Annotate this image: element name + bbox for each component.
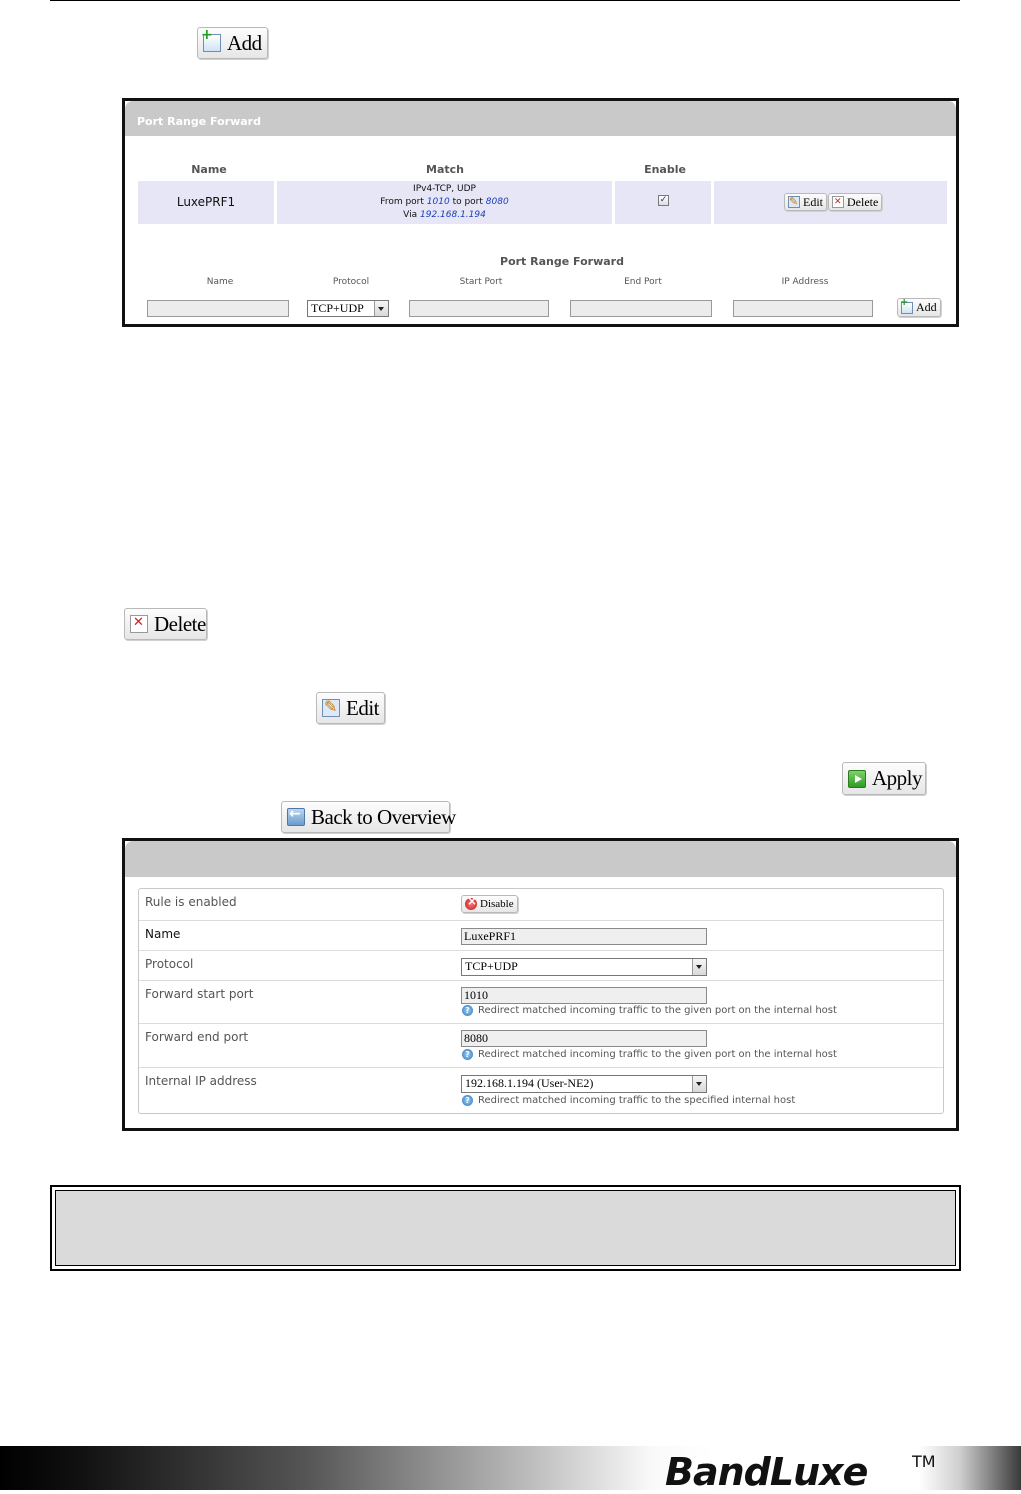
chevron-down-icon [692,1076,706,1092]
apply-button[interactable] [842,762,926,795]
rule-enable-checkbox[interactable]: ✓ [659,195,668,205]
new-rule-name-input[interactable] [147,300,289,317]
panel-header [125,101,956,136]
match-ports [277,196,612,209]
field-label-name: Name [145,927,181,941]
rule-edit-label: Edit [803,194,823,209]
end-port-input[interactable]: 8080 [461,1030,707,1047]
delete-button-label: Delete [154,611,206,636]
top-rule [50,0,960,1]
port-range-forward-panel [122,98,959,327]
play-icon [848,770,866,788]
end-port-help [462,1049,837,1060]
help-icon: ? [462,1049,473,1060]
edit-panel-header [125,841,956,877]
field-label-end-port: Forward end port [145,1030,249,1044]
internal-ip-help-text: Redirect matched incoming traffic to the specified internal host [478,1095,796,1106]
edit-button[interactable] [316,692,385,724]
delete-icon [832,196,844,208]
end-port-help-text: Redirect matched incoming traffic to the given port on the internal host [478,1049,837,1060]
footer-band [0,1446,1021,1490]
match-ip: 192.168.1.194 [420,210,486,220]
match-start-port: 1010 [426,197,450,207]
start-port-help-text: Redirect matched incoming traffic to the given port on the internal host [478,1005,837,1016]
add-column-end-port: End Port [624,277,662,287]
back-arrow-icon [287,808,305,826]
rule-name: LuxePRF1 [176,195,236,209]
disable-button[interactable] [461,895,518,913]
apply-button-label: Apply [872,766,922,790]
add-icon [203,34,221,52]
start-port-input[interactable]: 1010 [461,987,707,1004]
disable-button-label: Disable [480,898,514,910]
add-column-name: Name [206,277,234,287]
protocol-select[interactable] [461,958,707,976]
form-row-end-port [139,1023,943,1068]
new-rule-protocol-value: TCP+UDP [311,301,364,315]
delete-button[interactable] [124,608,207,640]
rule-match-cell [277,181,612,224]
new-rule-end-port-input[interactable] [570,300,712,317]
chevron-down-icon [692,959,706,975]
panel-title: Port Range Forward [137,115,261,128]
form-row-protocol [139,950,943,981]
delete-icon [130,615,148,633]
note-box [50,1185,961,1271]
column-header-match: Match [426,163,464,176]
internal-ip-help [462,1095,795,1106]
match-end-port: 8080 [485,197,509,207]
form-row-start-port [139,980,943,1024]
help-icon: ? [462,1005,473,1016]
form-row-internal-ip [139,1067,943,1114]
new-rule-add-button[interactable] [897,298,941,317]
add-column-ip-address: IP Address [781,277,829,287]
rule-name-cell [138,181,274,224]
new-rule-ip-address-input[interactable] [733,300,873,317]
column-header-name: Name [191,163,227,176]
start-port-help [462,1005,837,1016]
edit-button-label: Edit [346,695,379,720]
add-icon [901,302,913,314]
match-via [277,209,612,222]
internal-ip-select[interactable] [461,1075,707,1093]
help-icon: ? [462,1095,473,1106]
new-rule-add-label: Add [916,300,937,314]
add-column-protocol: Protocol [332,277,370,287]
note-box-inner [55,1190,956,1266]
edit-icon [788,196,800,208]
match-protocol: IPv4-TCP, UDP [413,184,476,194]
edit-form [138,888,944,1114]
field-label-protocol: Protocol [145,957,194,971]
match-from-text: From port [380,197,424,207]
form-row-name [139,920,943,951]
add-button[interactable] [197,27,268,59]
field-label-internal-ip: Internal IP address [145,1074,257,1088]
edit-icon [322,699,340,717]
rule-match [277,183,612,222]
back-to-overview-button[interactable] [281,801,456,833]
internal-ip-value: 192.168.1.194 (User-NE2) [465,1076,594,1090]
chevron-down-icon [374,301,388,316]
brand-logo: BandLuxe [665,1450,868,1494]
column-header-enable: Enable [644,163,686,176]
back-to-overview-label: Back to Overview [311,804,456,829]
add-button-label: Add [227,30,262,55]
rule-delete-label: Delete [847,194,879,209]
protocol-value: TCP+UDP [465,959,518,973]
field-label-start-port: Forward start port [145,987,254,1001]
field-label-enabled: Rule is enabled [145,895,237,909]
add-column-start-port: Start Port [459,277,503,287]
add-section-title: Port Range Forward [500,255,624,268]
match-via-text: Via [403,210,418,220]
rule-delete-button[interactable] [828,193,882,211]
disable-icon [465,898,477,910]
new-rule-start-port-input[interactable] [409,300,549,317]
edit-rule-panel [122,838,959,1131]
trademark-mark: TM [912,1452,936,1471]
rule-enable-cell [615,181,711,224]
new-rule-protocol-select[interactable] [307,300,389,317]
match-to-text: to port [452,197,483,207]
name-input[interactable]: LuxePRF1 [461,928,707,945]
rule-actions-cell [714,181,947,224]
form-row-enabled [139,889,943,920]
rule-edit-button[interactable] [784,193,827,211]
